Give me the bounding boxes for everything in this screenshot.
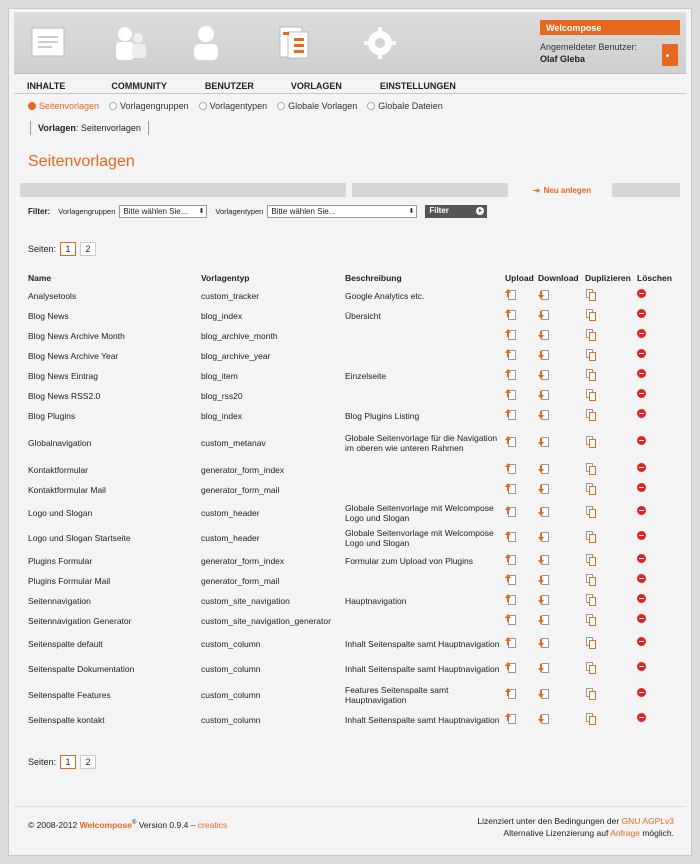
upload-icon[interactable] [505,662,517,674]
cell-name: Blog News Archive Month [28,331,125,341]
subnav-seitenvorlagen[interactable]: Seitenvorlagen [28,101,99,111]
download-icon[interactable] [538,389,550,401]
download-icon[interactable] [538,349,550,361]
delete-icon[interactable] [637,554,649,566]
nav-vorlagen[interactable]: VORLAGEN [290,81,342,91]
cell-type: custom_column [201,664,261,675]
action-bar-segment [612,183,680,197]
action-bar-segment [352,183,508,197]
delete-icon[interactable] [637,349,649,361]
table-row [28,426,678,460]
nav-benutzer[interactable]: BENUTZER [204,81,254,91]
delete-icon[interactable] [637,463,649,475]
duplicate-icon[interactable] [585,349,597,361]
request-link[interactable]: Anfrage [610,828,640,838]
select-arrows-icon: ⬍ [198,208,205,215]
col-download: Download [538,273,579,283]
filter-go-icon: ▸ [476,207,484,215]
table-row [28,366,678,386]
cell-desc [345,480,505,500]
download-icon[interactable] [538,409,550,421]
cell-name: Kontaktformular Mail [28,485,106,495]
group-select[interactable]: Bitte wählen Sie... ⬍ [119,205,207,218]
cell-name: Blog Plugins [28,411,76,421]
cell-name: Logo und Slogan [28,507,93,518]
pager-top [28,242,96,256]
download-icon[interactable] [538,662,550,674]
table-row [28,386,678,406]
download-icon[interactable] [538,329,550,341]
cell-name: Seitennavigation Generator [28,616,132,626]
table-row [28,657,678,683]
upload-icon[interactable] [505,713,517,725]
delete-icon[interactable] [637,594,649,606]
filter-bar [28,205,487,218]
upload-icon[interactable] [505,531,517,543]
cell-type: custom_site_navigation [201,596,290,606]
cell-type: custom_tracker [201,291,260,301]
duplicate-icon[interactable] [585,369,597,381]
table-row [28,286,678,306]
pager-bottom [28,755,96,769]
upload-icon[interactable] [505,309,517,321]
cell-desc [345,460,505,480]
document-icon[interactable] [24,20,72,66]
duplicate-icon[interactable] [585,614,597,626]
filter-button[interactable]: Filter ▸ [425,205,487,218]
duplicate-icon[interactable] [585,329,597,341]
filter-label: Filter: [28,207,51,216]
templates-table [28,270,678,733]
cell-desc: Features Seitenspalte samt Hauptnavigation [345,684,449,705]
download-icon[interactable] [538,483,550,495]
col-desc: Beschreibung [345,273,402,283]
main-nav [14,76,686,94]
user-name: Olaf Gleba [540,54,586,64]
community-icon[interactable] [106,20,154,66]
radio-icon [109,102,117,110]
delete-icon[interactable] [637,713,649,725]
cell-name: Plugins Formular Mail [28,576,111,586]
radio-icon [277,102,285,110]
table-row [28,591,678,611]
action-bar [20,183,680,197]
cell-desc: Globale Seitenvorlage mit Welcompose Logo und Slogan [345,502,494,523]
duplicate-icon[interactable] [585,594,597,606]
download-icon[interactable] [538,637,550,649]
subnav-vorlagentypen[interactable]: Vorlagentypen [199,101,268,111]
pager-label: Seiten: [28,757,57,767]
col-duplicate: Duplizieren [585,273,631,283]
cell-name: Seitenspalte Dokumentation [28,664,135,675]
download-icon[interactable] [538,531,550,543]
logout-icon[interactable] [662,44,678,66]
duplicate-icon[interactable] [585,389,597,401]
cell-name: Logo und Slogan Startseite [28,533,131,544]
footer-copyright: © 2008-2012 Welcompose® Version 0.9.4 – creatics [28,820,228,830]
table-row [28,571,678,591]
footer-creatics-link[interactable]: creatics [197,820,228,830]
cell-desc: Globale Seitenvorlage mit Welcompose Logo und Slogan [345,528,494,549]
cell-name: Seitenspalte Features [28,689,111,700]
cell-type: custom_column [201,638,261,649]
cell-type: custom_metanav [201,438,266,448]
user-icon[interactable] [182,20,230,66]
download-icon[interactable] [538,506,550,518]
duplicate-icon[interactable] [585,409,597,421]
upload-icon[interactable] [505,637,517,649]
download-icon[interactable] [538,554,550,566]
duplicate-icon[interactable] [585,574,597,586]
delete-icon[interactable] [637,329,649,341]
user-label: Angemeldeter Benutzer: [540,42,638,52]
new-button[interactable]: ⇥ Neu anlegen [516,183,608,197]
type-label: Vorlagentypen [215,207,264,216]
subnav-vorlagengruppen[interactable]: Vorlagengruppen [109,101,189,111]
col-type: Vorlagentyp [201,273,250,283]
action-bar-segment [20,183,346,197]
delete-icon[interactable] [637,688,649,700]
download-icon[interactable] [538,463,550,475]
radio-selected-icon [28,102,36,110]
upload-icon[interactable] [505,409,517,421]
cell-desc: Übersicht [345,311,381,321]
table-row [28,346,678,366]
upload-icon[interactable] [505,349,517,361]
table-row [28,306,678,326]
radio-icon [367,102,375,110]
upload-icon[interactable] [505,329,517,341]
cell-name: Seitenspalte kontakt [28,715,105,726]
cell-desc: Inhalt Seitenspalte samt Hauptnavigation [345,638,500,649]
group-label: Vorlagengruppen [58,207,116,216]
footer-brand-link[interactable]: Welcompose [79,820,132,830]
pager-label: Seiten: [28,244,57,254]
cell-desc [345,326,505,346]
delete-icon[interactable] [637,309,649,321]
cell-name: Kontaktformular [28,465,88,475]
cell-type: blog_rss20 [201,391,243,401]
nav-inhalte[interactable]: INHALTE [27,81,66,91]
new-arrow-icon: ⇥ [532,185,540,195]
duplicate-icon[interactable] [585,463,597,475]
cell-desc: Formular zum Upload von Plugins [345,556,474,566]
gear-icon[interactable] [356,20,404,66]
type-select[interactable]: Bitte wählen Sie... ⬍ [267,205,417,218]
cell-desc [345,611,505,631]
cell-type: custom_column [201,689,261,700]
upload-icon[interactable] [505,463,517,475]
select-arrows-icon: ⬍ [408,208,415,215]
upload-icon[interactable] [505,389,517,401]
page-link[interactable]: 2 [80,755,96,769]
table-row [28,708,678,734]
cell-name: Blog News Archive Year [28,351,119,361]
table-row [28,480,678,500]
delete-icon[interactable] [637,637,649,649]
cell-desc [345,571,505,591]
cell-desc: Google Analytics etc. [345,291,425,301]
cell-name: Analysetools [28,291,77,301]
cell-name: Blog News RSS2.0 [28,391,101,401]
delete-icon[interactable] [637,389,649,401]
subnav-globale-vorlagen[interactable]: Globale Vorlagen [277,101,357,111]
table-row [28,460,678,480]
cell-type: generator_form_mail [201,576,280,586]
upload-icon[interactable] [505,688,517,700]
delete-icon[interactable] [637,289,649,301]
cell-type: custom_column [201,715,261,726]
templates-icon[interactable] [270,20,318,66]
duplicate-icon[interactable] [585,483,597,495]
nav-einstellungen[interactable]: EINSTELLUNGEN [379,81,456,91]
cell-desc: Blog Plugins Listing [345,411,420,421]
radio-icon [199,102,207,110]
cell-type: blog_archive_month [201,331,278,341]
table-row [28,611,678,631]
cell-desc: Einzelseite [345,371,387,381]
upload-icon[interactable] [505,506,517,518]
delete-icon[interactable] [637,369,649,381]
download-icon[interactable] [538,369,550,381]
duplicate-icon[interactable] [585,662,597,674]
page-title: Seitenvorlagen [28,153,135,170]
upload-icon[interactable] [505,574,517,586]
upload-icon[interactable] [505,436,517,448]
duplicate-icon[interactable] [585,289,597,301]
delete-icon[interactable] [637,662,649,674]
brand-label: Welcompose [540,20,680,35]
cell-desc [345,386,505,406]
download-icon[interactable] [538,436,550,448]
cell-type: blog_index [201,411,243,421]
nav-community[interactable]: COMMUNITY [111,81,167,91]
delete-icon[interactable] [637,436,649,448]
col-upload: Upload [505,273,534,283]
cell-desc: Inhalt Seitenspalte samt Hauptnavigation [345,664,500,675]
footer-divider [14,806,686,807]
sub-nav [28,101,443,111]
page-link[interactable]: 1 [60,755,76,769]
cell-name: Globalnavigation [28,438,92,448]
upload-icon[interactable] [505,594,517,606]
upload-icon[interactable] [505,369,517,381]
delete-icon[interactable] [637,483,649,495]
upload-icon[interactable] [505,289,517,301]
footer-license: Lizenziert unter den Bedingungen der GNU AGPLv3 Alternative Lizenzierung auf Anfrage möglich. [477,816,674,838]
delete-icon[interactable] [637,531,649,543]
duplicate-icon[interactable] [585,309,597,321]
table-row [28,500,678,526]
license-link[interactable]: GNU AGPLv3 [621,816,674,826]
page-link[interactable]: 2 [80,242,96,256]
cell-desc: Inhalt Seitenspalte samt Hauptnavigation [345,715,500,726]
table-row [28,631,678,657]
cell-type: generator_form_index [201,556,285,566]
upload-icon[interactable] [505,483,517,495]
table-row [28,406,678,426]
table-row [28,326,678,346]
cell-type: custom_site_navigation_generator [201,616,331,626]
cell-name: Plugins Formular [28,556,93,566]
col-name: Name [28,273,52,283]
duplicate-icon[interactable] [585,688,597,700]
download-icon[interactable] [538,574,550,586]
cell-type: generator_form_index [201,465,285,475]
cell-type: generator_form_mail [201,485,280,495]
cell-type: custom_header [201,533,260,544]
download-icon[interactable] [538,594,550,606]
cell-desc: Hauptnavigation [345,596,407,606]
cell-type: blog_index [201,311,243,321]
table-body [28,286,678,733]
delete-icon[interactable] [637,409,649,421]
download-icon[interactable] [538,688,550,700]
subnav-globale-dateien[interactable]: Globale Dateien [367,101,443,111]
cell-name: Blog News Eintrag [28,371,98,381]
col-delete: Löschen [637,273,672,283]
delete-icon[interactable] [637,574,649,586]
duplicate-icon[interactable] [585,554,597,566]
download-icon[interactable] [538,713,550,725]
cell-desc [345,346,505,366]
page-link[interactable]: 1 [60,242,76,256]
download-icon[interactable] [538,289,550,301]
cell-type: custom_header [201,507,260,518]
cell-type: blog_item [201,371,238,381]
duplicate-icon[interactable] [585,531,597,543]
table-header-row [28,270,678,286]
download-icon[interactable] [538,614,550,626]
table-row [28,551,678,571]
breadcrumb: Vorlagen: Seitenvorlagen [30,121,149,135]
delete-icon[interactable] [637,614,649,626]
download-icon[interactable] [538,309,550,321]
cell-desc: Globale Seitenvorlage für die Navigation im oberen wie unteren Rahmen [345,433,498,453]
upload-icon[interactable] [505,554,517,566]
cell-name: Seitenspalte default [28,638,103,649]
table-row [28,526,678,552]
delete-icon[interactable] [637,506,649,518]
user-box [540,20,680,64]
upload-icon[interactable] [505,614,517,626]
duplicate-icon[interactable] [585,637,597,649]
cell-name: Seitennavigation [28,596,91,606]
cell-type: blog_archive_year [201,351,271,361]
table-row [28,682,678,708]
cell-name: Blog News [28,311,69,321]
duplicate-icon[interactable] [585,436,597,448]
duplicate-icon[interactable] [585,713,597,725]
module-bar [14,12,686,74]
duplicate-icon[interactable] [585,506,597,518]
